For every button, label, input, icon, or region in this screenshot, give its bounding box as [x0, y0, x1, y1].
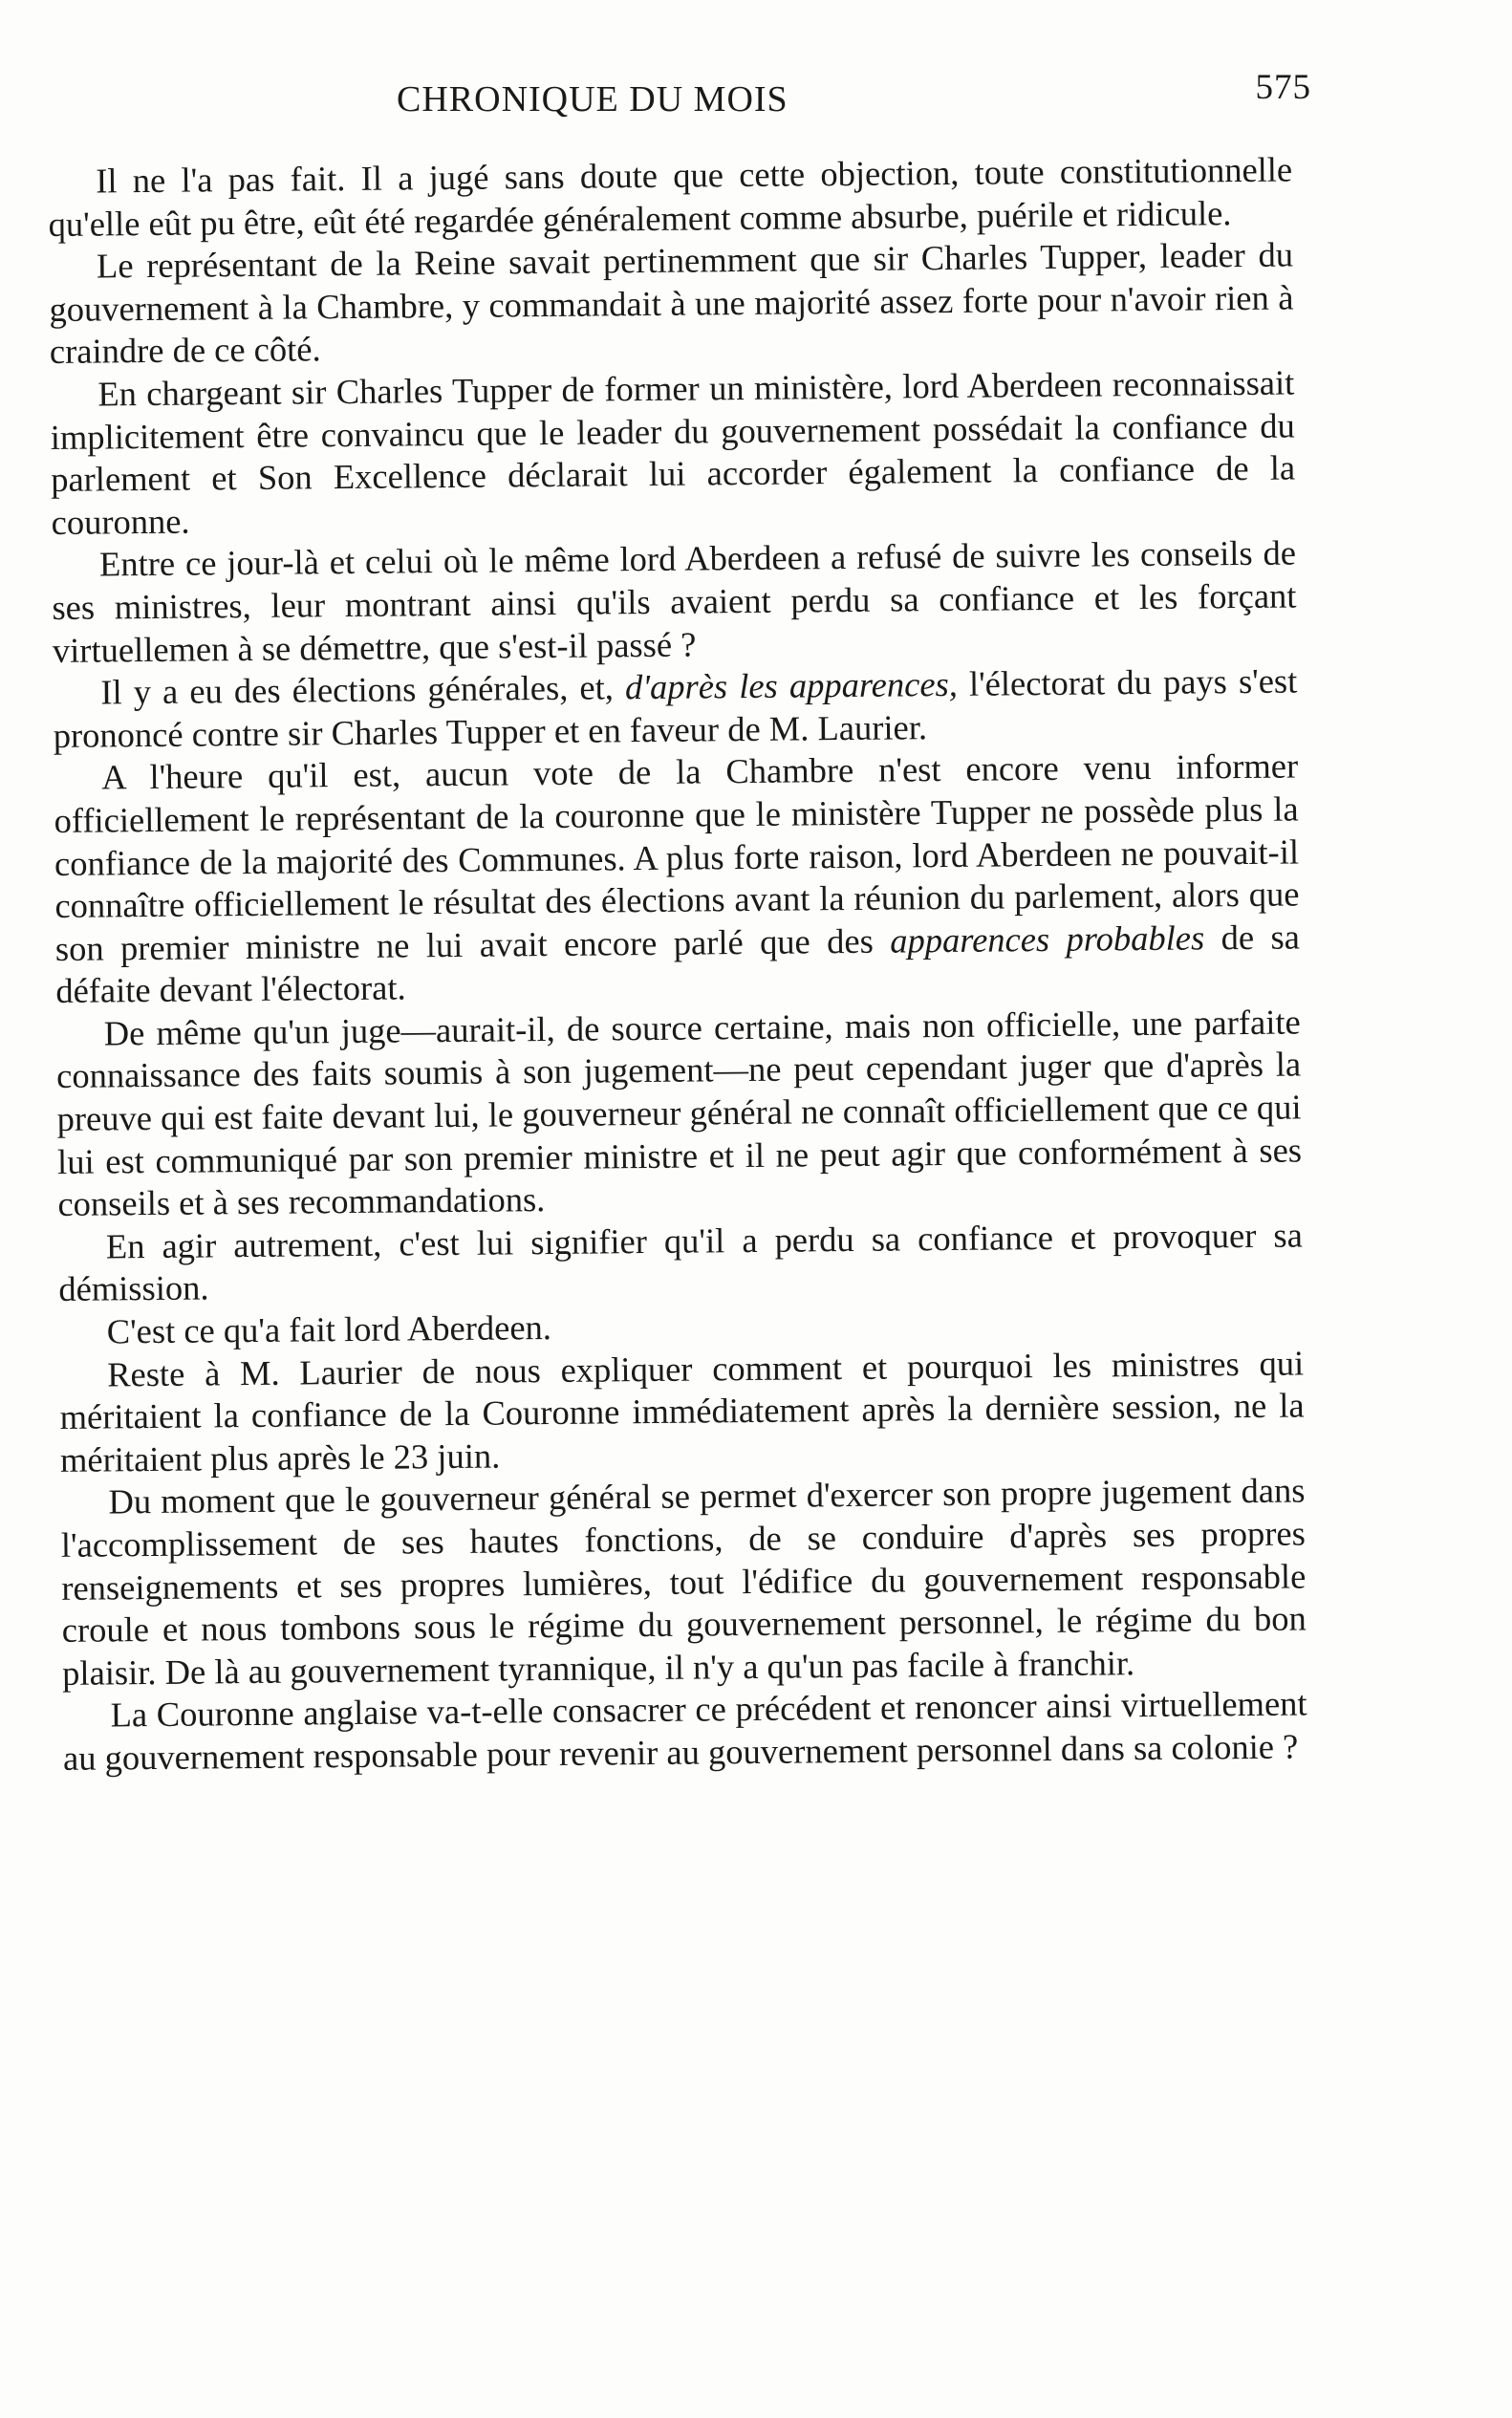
paragraph-6-text-before: A l'heure qu'il est, aucun vote de la Chambre n'est encore venu informer officiellement le représentant de la couronne que le ministère Tupper ne possède plus la confiance de la majorité des Communes. A plus forte raison, lord Aberdeen ne pouvait-il connaître officiellement le résultat des élections avant la réunion du parlement, alors que son premier ministre ne lui avait encore parlé que des [54, 745, 1300, 968]
paragraph-7: De même qu'un juge—aurait-il, de source certaine, mais non officielle, une parfaite connaissance des faits soumis à son jugement—ne peut cependant juger que d'après la preuve qui est faite devant lui, le gouverneur général ne connaît officiellement que ce qui lui est communiqué par son premier ministre et il ne peut agir que conformément à ses conseils et à ses recommandations. [55, 1002, 1303, 1224]
paragraph-5 [53, 660, 1298, 758]
paragraph-5-italic: d'après les apparences, [624, 664, 959, 707]
page-header [48, 67, 1311, 124]
paragraph-4: Entre ce jour-là et celui où le même lord Aberdeen a refusé de suivre les conseils de ses ministres, leur montrant ainsi qu'ils avaient perdu sa confiance et les forçant virtuellemen à se démettre, que s'est-il passé ? [52, 532, 1297, 670]
paragraph-6-text-after: de sa défaite devant l'électorat. [55, 917, 1301, 1011]
paragraph-8: En agir autrement, c'est lui signifier qu'il a perdu sa confiance et provoquer sa démission. [58, 1215, 1304, 1309]
page-number: 575 [1255, 68, 1311, 107]
paragraph-5-text-after: l'électorat du pays s'est prononcé contre sir Charles Tupper et en faveur de M. Laurier. [53, 660, 1298, 755]
paragraph-3: En chargeant sir Charles Tupper de former un ministère, lord Aberdeen reconnaissait implicitement être convaincu que le leader du gouvernement possédait la confiance du parlement et Son Excellence déclarait lui accorder également la confiance de la couronne. [50, 362, 1296, 542]
paragraph-1: Il ne l'a pas fait. Il a jugé sans doute que cette objection, toute constitutionnelle qu'elle eût pu être, eût été regardée généralement comme absurbe, puérile et ridicule. [48, 149, 1293, 244]
paragraph-5-text-before: Il y a eu des élections générales, et, [100, 667, 626, 712]
article-body [48, 149, 1307, 1781]
running-title: CHRONIQUE DU MOIS [397, 79, 788, 119]
paragraph-12: La Couronne anglaise va-t-elle consacrer ce précédent et renoncer ainsi virtuellement au gouvernement responsable pour revenir au gouvernement personnel dans sa colonie ? [62, 1683, 1307, 1778]
paragraph-9: C'est ce qu'a fait lord Aberdeen. [106, 1307, 552, 1351]
paragraph-10: Reste à M. Laurier de nous expliquer comment et pourquoi les ministres qui méritaient la confiance de la Couronne immédiatement après la dernière session, ne la méritaient plus après le 23 juin. [59, 1343, 1305, 1479]
paragraph-6-italic: apparences probables [890, 918, 1205, 961]
paragraph-2: Le représentant de la Reine savait pertinemment que sir Charles Tupper, leader du gouvernement à la Chambre, y commandait à une majorité assez forte pour n'avoir rien à craindre de ce côté. [49, 234, 1294, 372]
paragraph-6 [54, 745, 1301, 1013]
paragraph-11: Du moment que le gouverneur général se permet d'exercer son propre jugement dans l'accomplissement de ses hautes fonctions, de se conduire d'après ses propres renseignements et ses propres lumières, tout l'édifice du gouvernement responsable croule et nous tombons sous le régime du gouvernement personnel, le régime du bon plaisir. De là au gouvernement tyrannique, il n'y a qu'un pas facile à franchir. [60, 1470, 1307, 1693]
